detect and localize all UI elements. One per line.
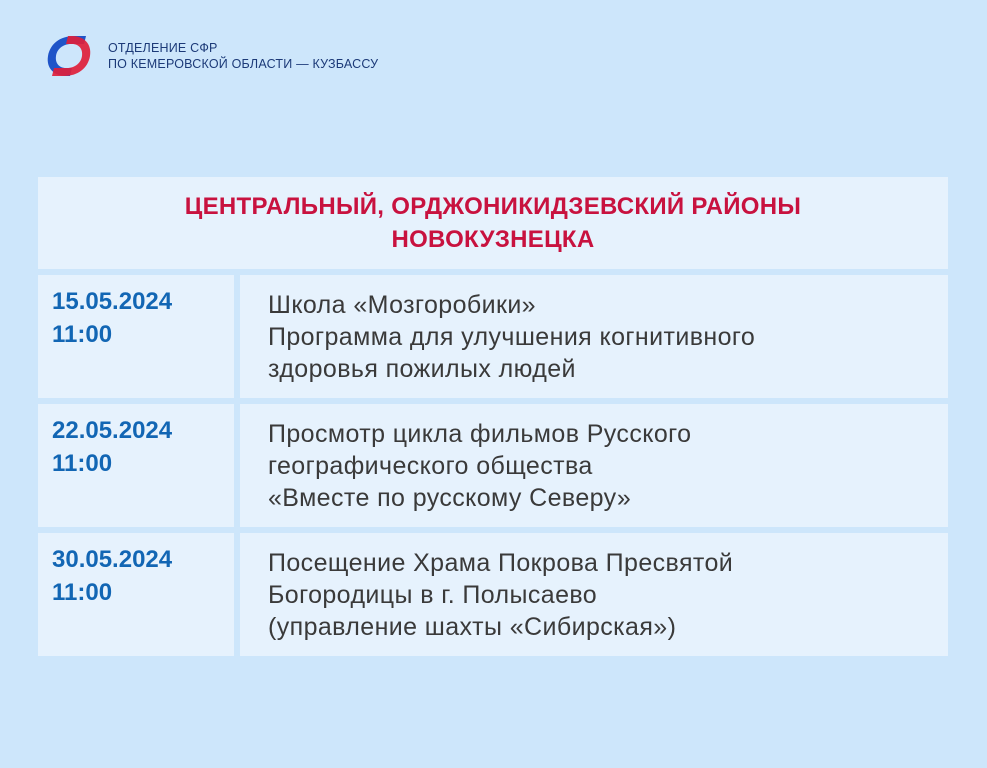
schedule-title-line2: НОВОКУЗНЕЦКА <box>391 226 595 253</box>
schedule-row <box>38 404 948 527</box>
org-name-line2: ПО КЕМЕРОВСКОЙ ОБЛАСТИ — КУЗБАССУ <box>108 57 379 71</box>
event-date: 30.05.2024 <box>52 546 173 573</box>
org-name-line1: ОТДЕЛЕНИЕ СФР <box>108 41 218 55</box>
description-cell <box>240 533 948 656</box>
date-cell <box>38 404 234 527</box>
event-line: Школа «Мозгоробики» <box>268 291 536 319</box>
event-line: (управление шахты «Сибирская») <box>268 613 677 641</box>
event-time: 11:00 <box>52 450 113 477</box>
event-date: 15.05.2024 <box>52 288 173 315</box>
date-cell <box>38 275 234 398</box>
event-line: Программа для улучшения когнитивного <box>268 323 756 351</box>
schedule-row <box>38 275 948 398</box>
description-cell <box>240 404 948 527</box>
event-line: Богородицы в г. Полысаево <box>268 581 598 609</box>
sfr-logo-icon <box>38 30 100 82</box>
description-cell <box>240 275 948 398</box>
event-time: 11:00 <box>52 579 113 606</box>
org-name <box>108 40 378 72</box>
header <box>38 30 378 82</box>
schedule-table <box>38 177 948 656</box>
event-line: здоровья пожилых людей <box>268 355 576 383</box>
event-time: 11:00 <box>52 321 113 348</box>
schedule-title-line1: ЦЕНТРАЛЬНЫЙ, ОРДЖОНИКИДЗЕВСКИЙ РАЙОНЫ <box>184 193 802 220</box>
event-line: «Вместе по русскому Северу» <box>268 484 632 512</box>
event-line: географического общества <box>268 452 593 480</box>
date-cell <box>38 533 234 656</box>
event-line: Просмотр цикла фильмов Русского <box>268 420 692 448</box>
event-date: 22.05.2024 <box>52 417 173 444</box>
schedule-title <box>38 177 948 269</box>
schedule-row <box>38 533 948 656</box>
event-line: Посещение Храма Покрова Пресвятой <box>268 549 734 577</box>
